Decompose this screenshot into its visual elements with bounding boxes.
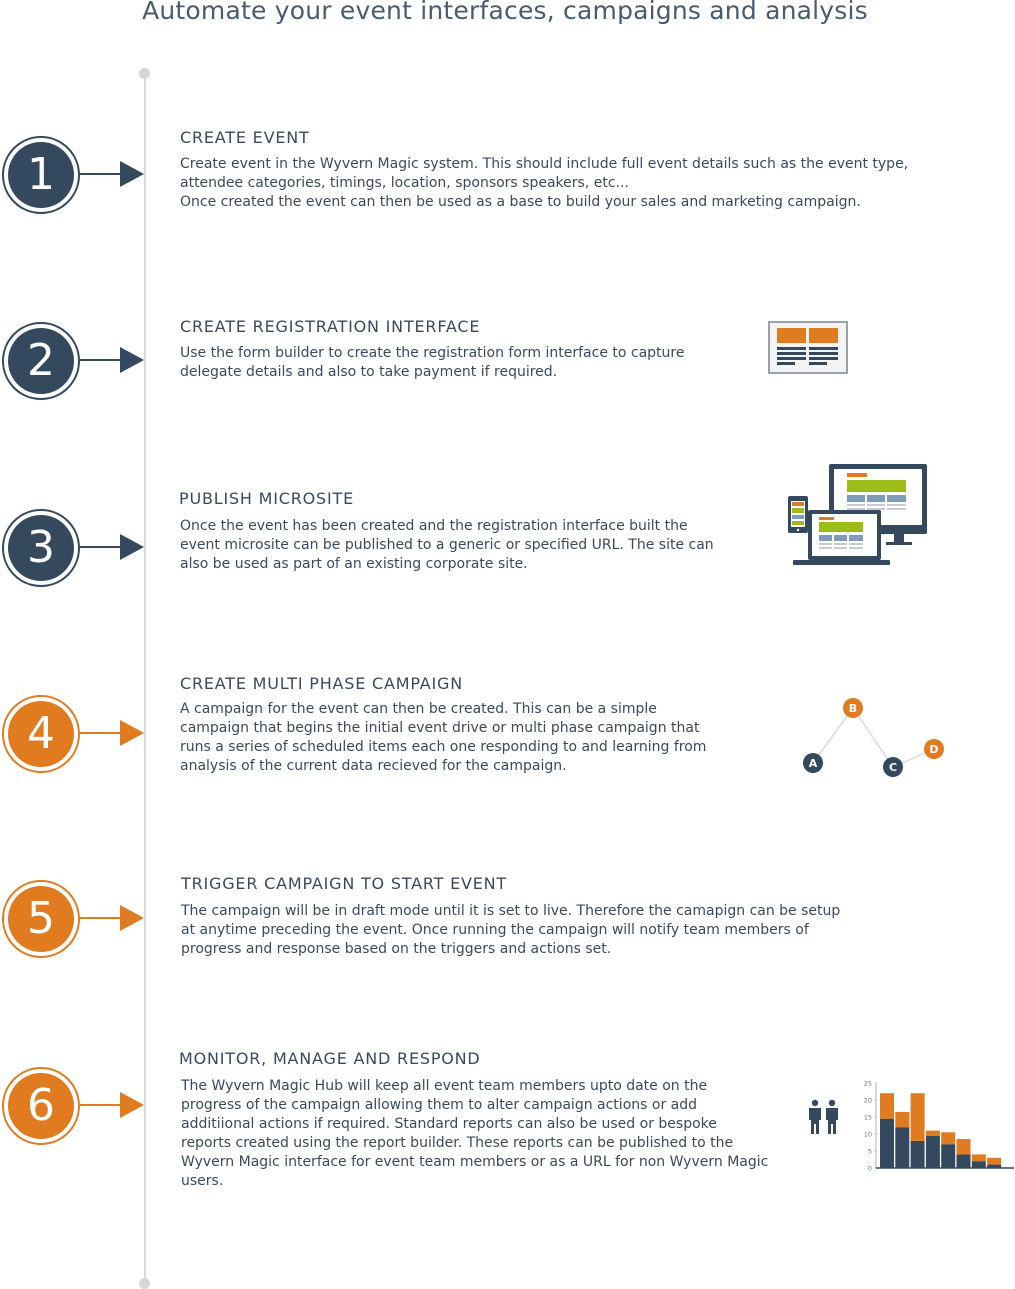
svg-text:B: B xyxy=(848,702,858,715)
arrow-icon xyxy=(120,1092,144,1118)
step-number-badge xyxy=(2,509,80,587)
y-tick-label: 5 xyxy=(867,1147,872,1156)
report-bar-chart xyxy=(854,1077,1015,1173)
bar-base-4 xyxy=(926,1136,940,1168)
timeline-line xyxy=(144,73,146,1284)
registration-form-icon xyxy=(768,321,848,374)
bar-top-4 xyxy=(926,1131,940,1136)
bar-base-5 xyxy=(941,1144,955,1168)
bar-base-6 xyxy=(957,1154,971,1168)
step-heading: CREATE EVENT xyxy=(180,128,310,147)
step-number: 2 xyxy=(8,328,74,394)
bar-top-6 xyxy=(957,1139,971,1154)
bar-top-3 xyxy=(911,1093,925,1141)
timeline-start-dot xyxy=(139,68,150,79)
y-tick-label: 10 xyxy=(863,1130,872,1139)
y-tick-label: 25 xyxy=(863,1079,872,1088)
step-5 xyxy=(0,874,1015,957)
arrow-icon xyxy=(120,161,144,187)
step-heading: CREATE MULTI PHASE CAMPAIGN xyxy=(180,674,464,693)
team-members-icon xyxy=(806,1099,842,1135)
bar-top-7 xyxy=(972,1154,986,1161)
bar-top-8 xyxy=(987,1158,1001,1165)
microsite-devices-icon xyxy=(788,464,928,568)
y-tick-label: 20 xyxy=(863,1096,872,1105)
bar-base-7 xyxy=(972,1161,986,1168)
timeline-end-dot xyxy=(139,1278,150,1289)
step-description: Use the form builder to create the registration form interface to capture delegate details and also to take payment if required. xyxy=(180,345,685,380)
svg-text:C: C xyxy=(888,761,898,774)
step-heading: CREATE REGISTRATION INTERFACE xyxy=(180,317,481,336)
connector-line xyxy=(80,546,122,548)
step-description: The campaign will be in draft mode until it is set to live. Therefore the camapign can be setup at anytime preceding the event. Once running the campaign will notify team members of progress and response based on the triggers and actions set. xyxy=(181,903,841,957)
campaign-node-a xyxy=(803,753,823,773)
step-number-badge xyxy=(2,1067,80,1145)
step-number: 5 xyxy=(8,886,74,952)
arrow-icon xyxy=(120,905,144,931)
svg-text:A: A xyxy=(808,757,818,770)
step-2 xyxy=(0,317,1015,386)
page-title: Automate your event interfaces, campaigns and analysis xyxy=(142,0,868,25)
svg-text:D: D xyxy=(929,743,939,756)
y-tick-label: 0 xyxy=(867,1164,872,1173)
y-tick-label: 15 xyxy=(863,1113,872,1122)
step-description: Once the event has been created and the registration interface built the event microsite can be published to a generic or specified URL. The site can also be used as part of an existing corporate site. xyxy=(180,518,714,572)
step-number-badge xyxy=(2,136,80,214)
step-number-badge xyxy=(2,322,80,400)
connector-line xyxy=(80,1104,122,1106)
step-number: 1 xyxy=(8,142,74,208)
bar-top-1 xyxy=(880,1093,894,1119)
connector-line xyxy=(80,359,122,361)
bar-base-3 xyxy=(911,1141,925,1168)
step-description: A campaign for the event can then be created. This can be a simple campaign that begins the initial event drive or multi phase campaign that runs a series of scheduled items each one responding to and learning from analysis of the current data recieved for the campaign. xyxy=(180,701,707,774)
step-description: The Wyvern Magic Hub will keep all event team members upto date on the progress of the campaign allowing them to alter campaign actions or add additiional actions if required. Standard reports can also be used or bespoke reports created using the report builder. These reports can be published to the Wyvern Magic interface for event team members or as a URL for non Wyvern Magic users. xyxy=(181,1078,769,1189)
step-number: 4 xyxy=(8,701,74,767)
connector-line xyxy=(80,732,122,734)
campaign-node-b xyxy=(843,698,863,718)
step-heading: TRIGGER CAMPAIGN TO START EVENT xyxy=(181,874,507,893)
arrow-icon xyxy=(120,534,144,560)
bar-base-8 xyxy=(987,1165,1001,1168)
step-number: 6 xyxy=(8,1073,74,1139)
arrow-icon xyxy=(120,720,144,746)
step-1 xyxy=(0,128,1015,210)
step-heading: MONITOR, MANAGE AND RESPOND xyxy=(179,1049,481,1068)
connector-line xyxy=(80,917,122,919)
bar-base-1 xyxy=(880,1119,894,1168)
connector-line xyxy=(80,173,122,175)
step-number-badge xyxy=(2,880,80,958)
step-number-badge xyxy=(2,695,80,773)
campaign-graph xyxy=(800,697,948,779)
campaign-node-c xyxy=(883,757,903,777)
step-heading: PUBLISH MICROSITE xyxy=(179,489,355,508)
bar-top-5 xyxy=(941,1132,955,1144)
campaign-node-d xyxy=(924,739,944,759)
arrow-icon xyxy=(120,347,144,373)
bar-base-2 xyxy=(895,1127,909,1168)
bar-top-2 xyxy=(895,1112,909,1127)
step-description: Create event in the Wyvern Magic system. This should include full event details such as the event type, attendee categories, timings, location, sponsors speakers, etc... Once created the event can then be used as a base to build your sales and marketing campaign. xyxy=(180,156,909,210)
step-number: 3 xyxy=(8,515,74,581)
